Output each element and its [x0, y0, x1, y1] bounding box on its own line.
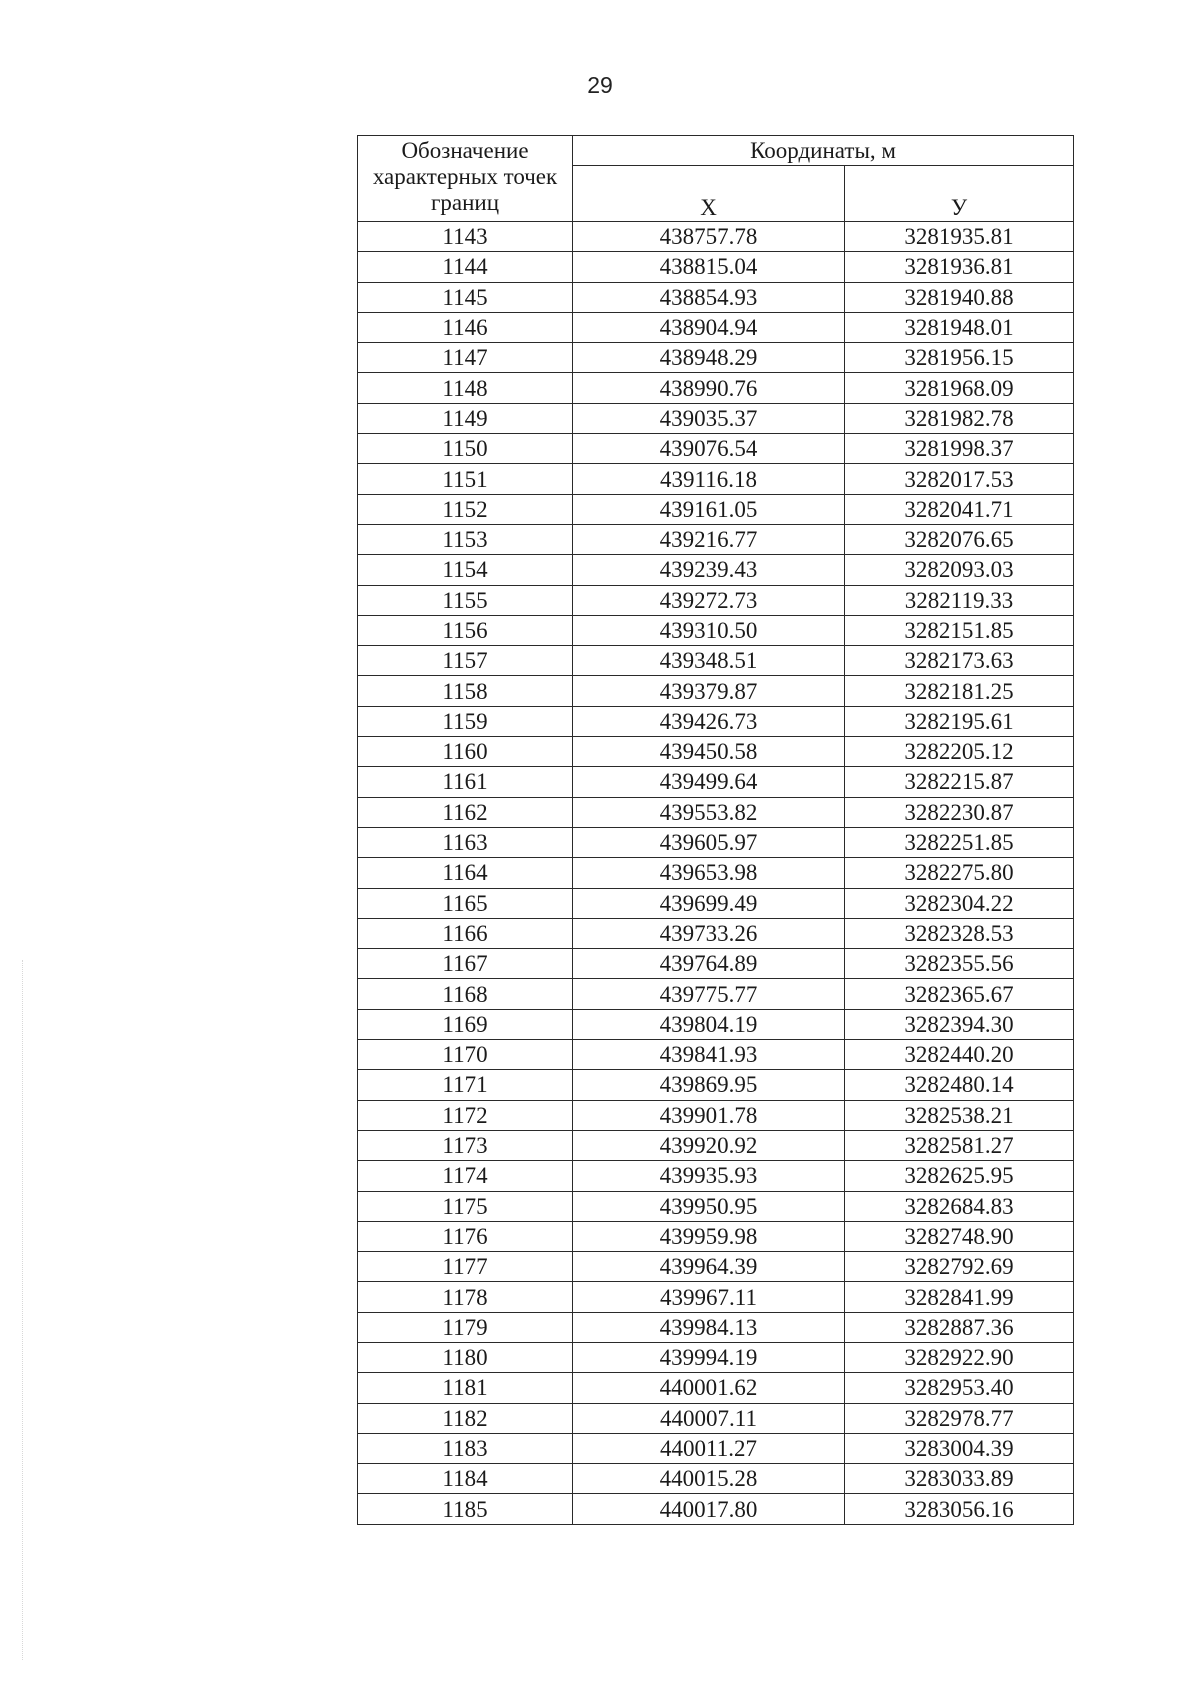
- scan-edge-mark: [22, 960, 23, 1660]
- table-row: [358, 1312, 1074, 1342]
- y-cell: 3283033.89: [845, 1464, 1074, 1494]
- y-cell: 3282093.03: [845, 555, 1074, 585]
- table-row: [358, 615, 1074, 645]
- table-row: [358, 1464, 1074, 1494]
- table-row: [358, 464, 1074, 494]
- x-cell: 439920.92: [573, 1130, 845, 1160]
- x-cell: 440017.80: [573, 1494, 845, 1524]
- table-row: [358, 797, 1074, 827]
- point-cell: 1171: [358, 1070, 573, 1100]
- x-cell: 439764.89: [573, 949, 845, 979]
- table-row: [358, 1403, 1074, 1433]
- y-cell: 3281982.78: [845, 403, 1074, 433]
- x-cell: 438948.29: [573, 343, 845, 373]
- y-cell: 3283056.16: [845, 1494, 1074, 1524]
- table-row: [358, 222, 1074, 252]
- table-row: [358, 1040, 1074, 1070]
- point-cell: 1160: [358, 737, 573, 767]
- y-cell: 3282017.53: [845, 464, 1074, 494]
- point-cell: 1175: [358, 1191, 573, 1221]
- table-row: [358, 858, 1074, 888]
- point-cell: 1165: [358, 888, 573, 918]
- x-cell: 439964.39: [573, 1252, 845, 1282]
- x-cell: 439216.77: [573, 524, 845, 554]
- y-cell: 3281956.15: [845, 343, 1074, 373]
- point-cell: 1145: [358, 282, 573, 312]
- table-row: [358, 1161, 1074, 1191]
- table-row: [358, 1494, 1074, 1524]
- table-row: [358, 312, 1074, 342]
- table-row: [358, 1070, 1074, 1100]
- header-y: У: [845, 166, 1074, 222]
- y-cell: 3282953.40: [845, 1373, 1074, 1403]
- x-cell: 439733.26: [573, 918, 845, 948]
- x-cell: 440007.11: [573, 1403, 845, 1433]
- point-cell: 1168: [358, 979, 573, 1009]
- table-row: [358, 555, 1074, 585]
- x-cell: 439239.43: [573, 555, 845, 585]
- header-x: X: [573, 166, 845, 222]
- table-row: [358, 494, 1074, 524]
- point-cell: 1151: [358, 464, 573, 494]
- x-cell: 438815.04: [573, 252, 845, 282]
- x-cell: 439379.87: [573, 676, 845, 706]
- y-cell: 3281948.01: [845, 312, 1074, 342]
- y-cell: 3281968.09: [845, 373, 1074, 403]
- point-cell: 1158: [358, 676, 573, 706]
- point-cell: 1154: [358, 555, 573, 585]
- table-row: [358, 949, 1074, 979]
- point-cell: 1184: [358, 1464, 573, 1494]
- table-row: [358, 827, 1074, 857]
- point-cell: 1164: [358, 858, 573, 888]
- x-cell: 439605.97: [573, 827, 845, 857]
- x-cell: 439450.58: [573, 737, 845, 767]
- x-cell: 440011.27: [573, 1433, 845, 1463]
- table-row: [358, 676, 1074, 706]
- point-cell: 1183: [358, 1433, 573, 1463]
- table-row: [358, 979, 1074, 1009]
- y-cell: 3282355.56: [845, 949, 1074, 979]
- table-row: [358, 434, 1074, 464]
- y-cell: 3282440.20: [845, 1040, 1074, 1070]
- y-cell: 3282841.99: [845, 1282, 1074, 1312]
- point-cell: 1159: [358, 706, 573, 736]
- y-cell: 3282151.85: [845, 615, 1074, 645]
- y-cell: 3282684.83: [845, 1191, 1074, 1221]
- point-cell: 1180: [358, 1342, 573, 1372]
- y-cell: 3282581.27: [845, 1130, 1074, 1160]
- x-cell: 439959.98: [573, 1221, 845, 1251]
- table-row: [358, 1221, 1074, 1251]
- x-cell: 438904.94: [573, 312, 845, 342]
- x-cell: 439553.82: [573, 797, 845, 827]
- table-row: [358, 706, 1074, 736]
- y-cell: 3281935.81: [845, 222, 1074, 252]
- x-cell: 439994.19: [573, 1342, 845, 1372]
- y-cell: 3282173.63: [845, 646, 1074, 676]
- table-row: [358, 282, 1074, 312]
- header-designation: Обозначение характерных точек границ: [358, 136, 573, 222]
- coordinates-table: [357, 135, 1074, 1525]
- x-cell: 439699.49: [573, 888, 845, 918]
- point-cell: 1176: [358, 1221, 573, 1251]
- table-row: [358, 918, 1074, 948]
- table-row: [358, 888, 1074, 918]
- x-cell: 439950.95: [573, 1191, 845, 1221]
- point-cell: 1174: [358, 1161, 573, 1191]
- table-row: [358, 524, 1074, 554]
- x-cell: 439310.50: [573, 615, 845, 645]
- point-cell: 1178: [358, 1282, 573, 1312]
- y-cell: 3282215.87: [845, 767, 1074, 797]
- point-cell: 1166: [358, 918, 573, 948]
- table-row: [358, 373, 1074, 403]
- point-cell: 1147: [358, 343, 573, 373]
- x-cell: 439984.13: [573, 1312, 845, 1342]
- point-cell: 1152: [358, 494, 573, 524]
- x-cell: 439804.19: [573, 1009, 845, 1039]
- table-row: [358, 1191, 1074, 1221]
- point-cell: 1163: [358, 827, 573, 857]
- point-cell: 1146: [358, 312, 573, 342]
- table-row: [358, 1252, 1074, 1282]
- point-cell: 1182: [358, 1403, 573, 1433]
- x-cell: 438990.76: [573, 373, 845, 403]
- y-cell: 3282076.65: [845, 524, 1074, 554]
- y-cell: 3282119.33: [845, 585, 1074, 615]
- table-row: [358, 403, 1074, 433]
- y-cell: 3282195.61: [845, 706, 1074, 736]
- table-row: [358, 1373, 1074, 1403]
- table-row: [358, 252, 1074, 282]
- point-cell: 1172: [358, 1100, 573, 1130]
- y-cell: 3282328.53: [845, 918, 1074, 948]
- point-cell: 1177: [358, 1252, 573, 1282]
- y-cell: 3282748.90: [845, 1221, 1074, 1251]
- x-cell: 439869.95: [573, 1070, 845, 1100]
- point-cell: 1153: [358, 524, 573, 554]
- table-body: [358, 222, 1074, 1525]
- y-cell: 3282538.21: [845, 1100, 1074, 1130]
- point-cell: 1144: [358, 252, 573, 282]
- x-cell: 439935.93: [573, 1161, 845, 1191]
- x-cell: 439426.73: [573, 706, 845, 736]
- point-cell: 1169: [358, 1009, 573, 1039]
- point-cell: 1161: [358, 767, 573, 797]
- point-cell: 1156: [358, 615, 573, 645]
- y-cell: 3282394.30: [845, 1009, 1074, 1039]
- table-row: [358, 1130, 1074, 1160]
- y-cell: 3282181.25: [845, 676, 1074, 706]
- y-cell: 3282304.22: [845, 888, 1074, 918]
- point-cell: 1167: [358, 949, 573, 979]
- x-cell: 439116.18: [573, 464, 845, 494]
- point-cell: 1170: [358, 1040, 573, 1070]
- x-cell: 440001.62: [573, 1373, 845, 1403]
- table-row: [358, 1433, 1074, 1463]
- x-cell: 438854.93: [573, 282, 845, 312]
- y-cell: 3281936.81: [845, 252, 1074, 282]
- x-cell: 439035.37: [573, 403, 845, 433]
- y-cell: 3282041.71: [845, 494, 1074, 524]
- table-row: [358, 646, 1074, 676]
- y-cell: 3282365.67: [845, 979, 1074, 1009]
- point-cell: 1149: [358, 403, 573, 433]
- y-cell: 3282625.95: [845, 1161, 1074, 1191]
- page-number: 29: [587, 72, 613, 98]
- point-cell: 1148: [358, 373, 573, 403]
- point-cell: 1143: [358, 222, 573, 252]
- x-cell: 439841.93: [573, 1040, 845, 1070]
- point-cell: 1173: [358, 1130, 573, 1160]
- table-row: [358, 737, 1074, 767]
- x-cell: 439901.78: [573, 1100, 845, 1130]
- x-cell: 439076.54: [573, 434, 845, 464]
- x-cell: 439775.77: [573, 979, 845, 1009]
- point-cell: 1162: [358, 797, 573, 827]
- x-cell: 439653.98: [573, 858, 845, 888]
- table-row: [358, 585, 1074, 615]
- point-cell: 1150: [358, 434, 573, 464]
- point-cell: 1185: [358, 1494, 573, 1524]
- point-cell: 1157: [358, 646, 573, 676]
- y-cell: 3282978.77: [845, 1403, 1074, 1433]
- y-cell: 3282792.69: [845, 1252, 1074, 1282]
- y-cell: 3282922.90: [845, 1342, 1074, 1372]
- x-cell: 439272.73: [573, 585, 845, 615]
- y-cell: 3282230.87: [845, 797, 1074, 827]
- table-row: [358, 1342, 1074, 1372]
- x-cell: 439348.51: [573, 646, 845, 676]
- y-cell: 3281998.37: [845, 434, 1074, 464]
- y-cell: 3282205.12: [845, 737, 1074, 767]
- x-cell: 440015.28: [573, 1464, 845, 1494]
- table-row: [358, 767, 1074, 797]
- y-cell: 3282251.85: [845, 827, 1074, 857]
- x-cell: 438757.78: [573, 222, 845, 252]
- table-header: [358, 136, 1074, 222]
- point-cell: 1179: [358, 1312, 573, 1342]
- point-cell: 1155: [358, 585, 573, 615]
- header-coordinates: Координаты, м: [573, 136, 1074, 166]
- y-cell: 3282275.80: [845, 858, 1074, 888]
- table-row: [358, 1009, 1074, 1039]
- table-row: [358, 1100, 1074, 1130]
- y-cell: 3281940.88: [845, 282, 1074, 312]
- table-row: [358, 343, 1074, 373]
- x-cell: 439499.64: [573, 767, 845, 797]
- table-row: [358, 1282, 1074, 1312]
- x-cell: 439161.05: [573, 494, 845, 524]
- y-cell: 3282480.14: [845, 1070, 1074, 1100]
- y-cell: 3282887.36: [845, 1312, 1074, 1342]
- point-cell: 1181: [358, 1373, 573, 1403]
- y-cell: 3283004.39: [845, 1433, 1074, 1463]
- x-cell: 439967.11: [573, 1282, 845, 1312]
